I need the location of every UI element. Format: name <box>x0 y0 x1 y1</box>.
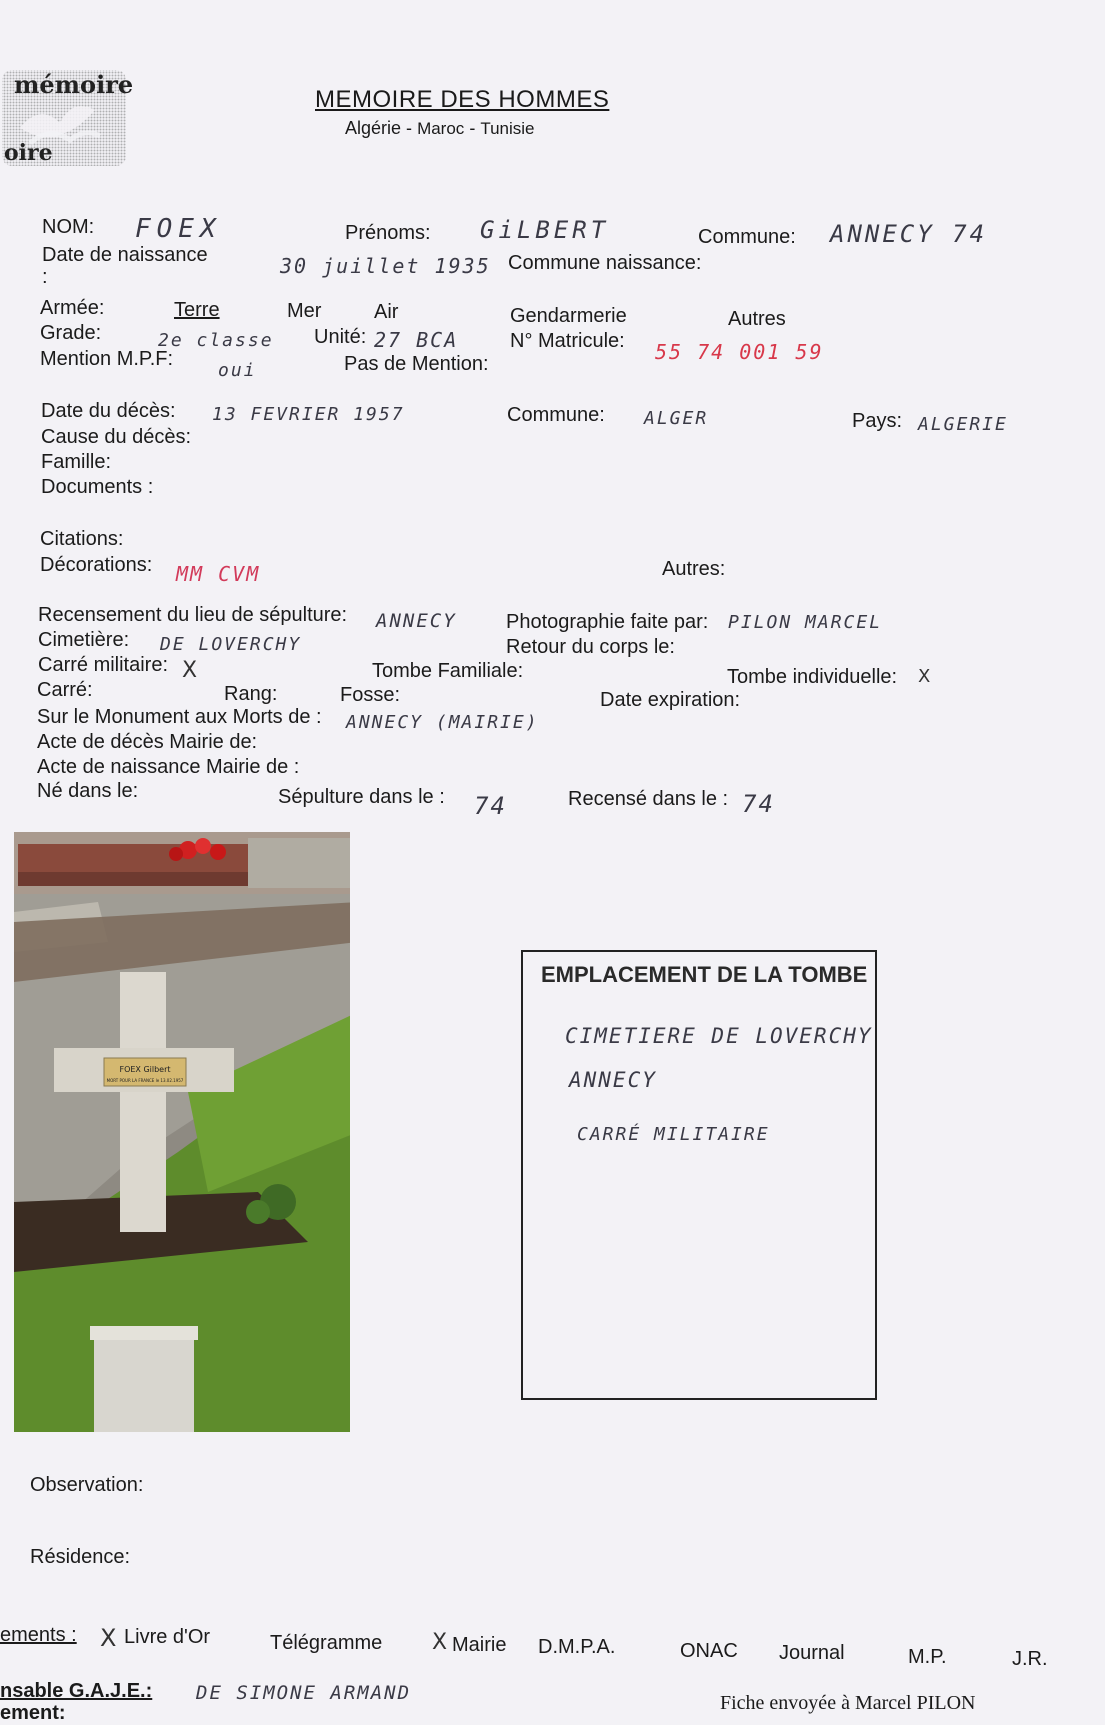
journal-label: Journal <box>779 1642 845 1664</box>
rang-label: Rang: <box>224 683 278 705</box>
logo-text-top: mémoire <box>14 70 134 99</box>
plaque-name-text: FOEX Gilbert <box>119 1065 171 1074</box>
livre-or-check: X <box>100 1624 117 1652</box>
nom-label: NOM: <box>42 216 95 238</box>
subtitle-algerie: Algérie <box>345 118 402 138</box>
pas-mention-label: Pas de Mention: <box>344 353 489 375</box>
prenoms-label: Prénoms: <box>345 222 431 244</box>
prenoms-value: GiLBERT <box>480 216 610 244</box>
ne-dans-label: Né dans le: <box>37 780 139 802</box>
matricule-value: 55 74 001 59 <box>655 340 824 364</box>
tombe-individuelle-check: X <box>918 666 931 687</box>
jr-label: J.R. <box>1012 1648 1048 1670</box>
commune-naissance-label: Commune naissance: <box>508 252 702 274</box>
emplacement-title: EMPLACEMENT DE LA TOMBE <box>541 962 868 987</box>
armee-mer: Mer <box>287 300 322 322</box>
commune-deces-value: ALGER <box>644 408 709 429</box>
livre-or-label: Livre d'Or <box>124 1626 211 1648</box>
cause-label: Cause du décès: <box>41 426 192 448</box>
tombe-familiale-label: Tombe Familiale: <box>372 660 524 682</box>
dmpa-label: D.M.P.A. <box>538 1636 616 1658</box>
renseignements-label: ements : <box>0 1624 77 1646</box>
subtitle-maroc: Maroc <box>417 119 465 138</box>
page-subtitle <box>345 118 535 139</box>
emplacement-line-3: CARRÉ MILITAIRE <box>577 1124 770 1145</box>
date-deces-label: Date du décès: <box>41 400 176 422</box>
mention-value: oui <box>218 360 257 381</box>
recense-dans-value: 74 <box>742 790 775 818</box>
photo-by-value: PILON MARCEL <box>728 612 883 633</box>
unite-value: 27 BCA <box>374 328 459 352</box>
mp-label: M.P. <box>908 1646 947 1668</box>
responsable-value: DE SIMONE ARMAND <box>196 1682 412 1704</box>
responsable-label: nsable G.A.J.E.: <box>0 1680 153 1702</box>
telegramme-label: Télégramme <box>270 1632 383 1654</box>
acte-naissance-label: Acte de naissance Mairie de : <box>37 756 300 778</box>
grade-value: 2e classe <box>158 330 274 351</box>
mairie-label: Mairie <box>452 1634 507 1656</box>
monument-label: Sur le Monument aux Morts de : <box>37 706 322 728</box>
autres-distinctions-label: Autres: <box>662 558 726 580</box>
date-deces-value: 13 FEVRIER 1957 <box>212 404 405 425</box>
cimetiere-value: DE LOVERCHY <box>160 634 302 655</box>
grave-photo <box>8 832 350 1432</box>
fosse-label: Fosse: <box>340 684 401 706</box>
fiche-envoyee-label: Fiche envoyée à Marcel PILON <box>720 1692 976 1714</box>
grade-label: Grade: <box>40 322 102 344</box>
recensement-label: Recensement du lieu de sépulture: <box>38 604 348 626</box>
recense-dans-label: Recensé dans le : <box>568 788 729 810</box>
subtitle-dash: - <box>469 118 476 138</box>
unite-label: Unité: <box>314 326 367 348</box>
autres-service-label: Autres <box>728 308 786 330</box>
plaque-sub-text: MORT POUR LA FRANCE le 13.02.1957 <box>106 1078 184 1083</box>
carre-label: Carré: <box>37 679 93 701</box>
commune-deces-label: Commune: <box>507 404 605 426</box>
tombe-individuelle-label: Tombe individuelle: <box>727 666 898 688</box>
acte-deces-label: Acte de décès Mairie de: <box>37 731 258 753</box>
recensement-value: ANNECY <box>376 610 457 632</box>
date-expiration-label: Date expiration: <box>600 689 741 711</box>
armee-terre: Terre <box>174 299 220 321</box>
onac-label: ONAC <box>680 1640 738 1662</box>
observation-label: Observation: <box>30 1474 144 1496</box>
naissance-label: Date de naissance <box>42 244 208 266</box>
residence-label: Résidence: <box>30 1546 131 1568</box>
subtitle-dash: - <box>406 118 413 138</box>
naissance-value: 30 juillet 1935 <box>280 254 491 278</box>
mairie-check: X <box>432 1630 448 1655</box>
mention-label: Mention M.P.F: <box>40 348 174 370</box>
decorations-label: Décorations: <box>40 554 153 576</box>
naissance-colon: : <box>42 266 48 288</box>
armee-air: Air <box>374 301 399 323</box>
emplacement-line-2: ANNECY <box>569 1068 657 1092</box>
cimetiere-label: Cimetière: <box>38 629 130 651</box>
nom-value: FOEX <box>135 214 222 244</box>
carre-militaire-check: X <box>182 658 198 683</box>
emplacement-box <box>521 950 877 1400</box>
emplacement-line-1: CIMETIERE DE LOVERCHY <box>565 1024 873 1048</box>
sepulture-dans-label: Sépulture dans le : <box>278 786 445 808</box>
commune-value: ANNECY 74 <box>830 220 988 248</box>
grave-photo-image <box>8 832 350 1432</box>
famille-label: Famille: <box>41 451 112 473</box>
citations-label: Citations: <box>40 528 124 550</box>
logo <box>0 68 134 168</box>
retour-label: Retour du corps le: <box>506 636 675 658</box>
bottom-cut-label: ement: <box>0 1702 66 1724</box>
armee-label: Armée: <box>40 297 105 319</box>
monument-value: ANNECY (MAIRIE) <box>346 712 539 733</box>
pays-value: ALGERIE <box>918 414 1008 435</box>
matricule-label: N° Matricule: <box>510 330 625 352</box>
documents-label: Documents : <box>41 476 154 498</box>
page-title: MEMOIRE DES HOMMES <box>315 86 610 113</box>
sepulture-dans-value: 74 <box>474 792 507 820</box>
photo-by-label: Photographie faite par: <box>506 611 709 633</box>
carre-militaire-label: Carré militaire: <box>38 654 169 676</box>
pays-label: Pays: <box>852 410 903 432</box>
commune-label: Commune: <box>698 226 796 248</box>
logo-text-bottom: oire <box>4 140 53 166</box>
subtitle-tunisie: Tunisie <box>480 119 535 138</box>
gendarmerie-label: Gendarmerie <box>510 305 627 327</box>
decorations-value: MM CVM <box>176 562 261 586</box>
